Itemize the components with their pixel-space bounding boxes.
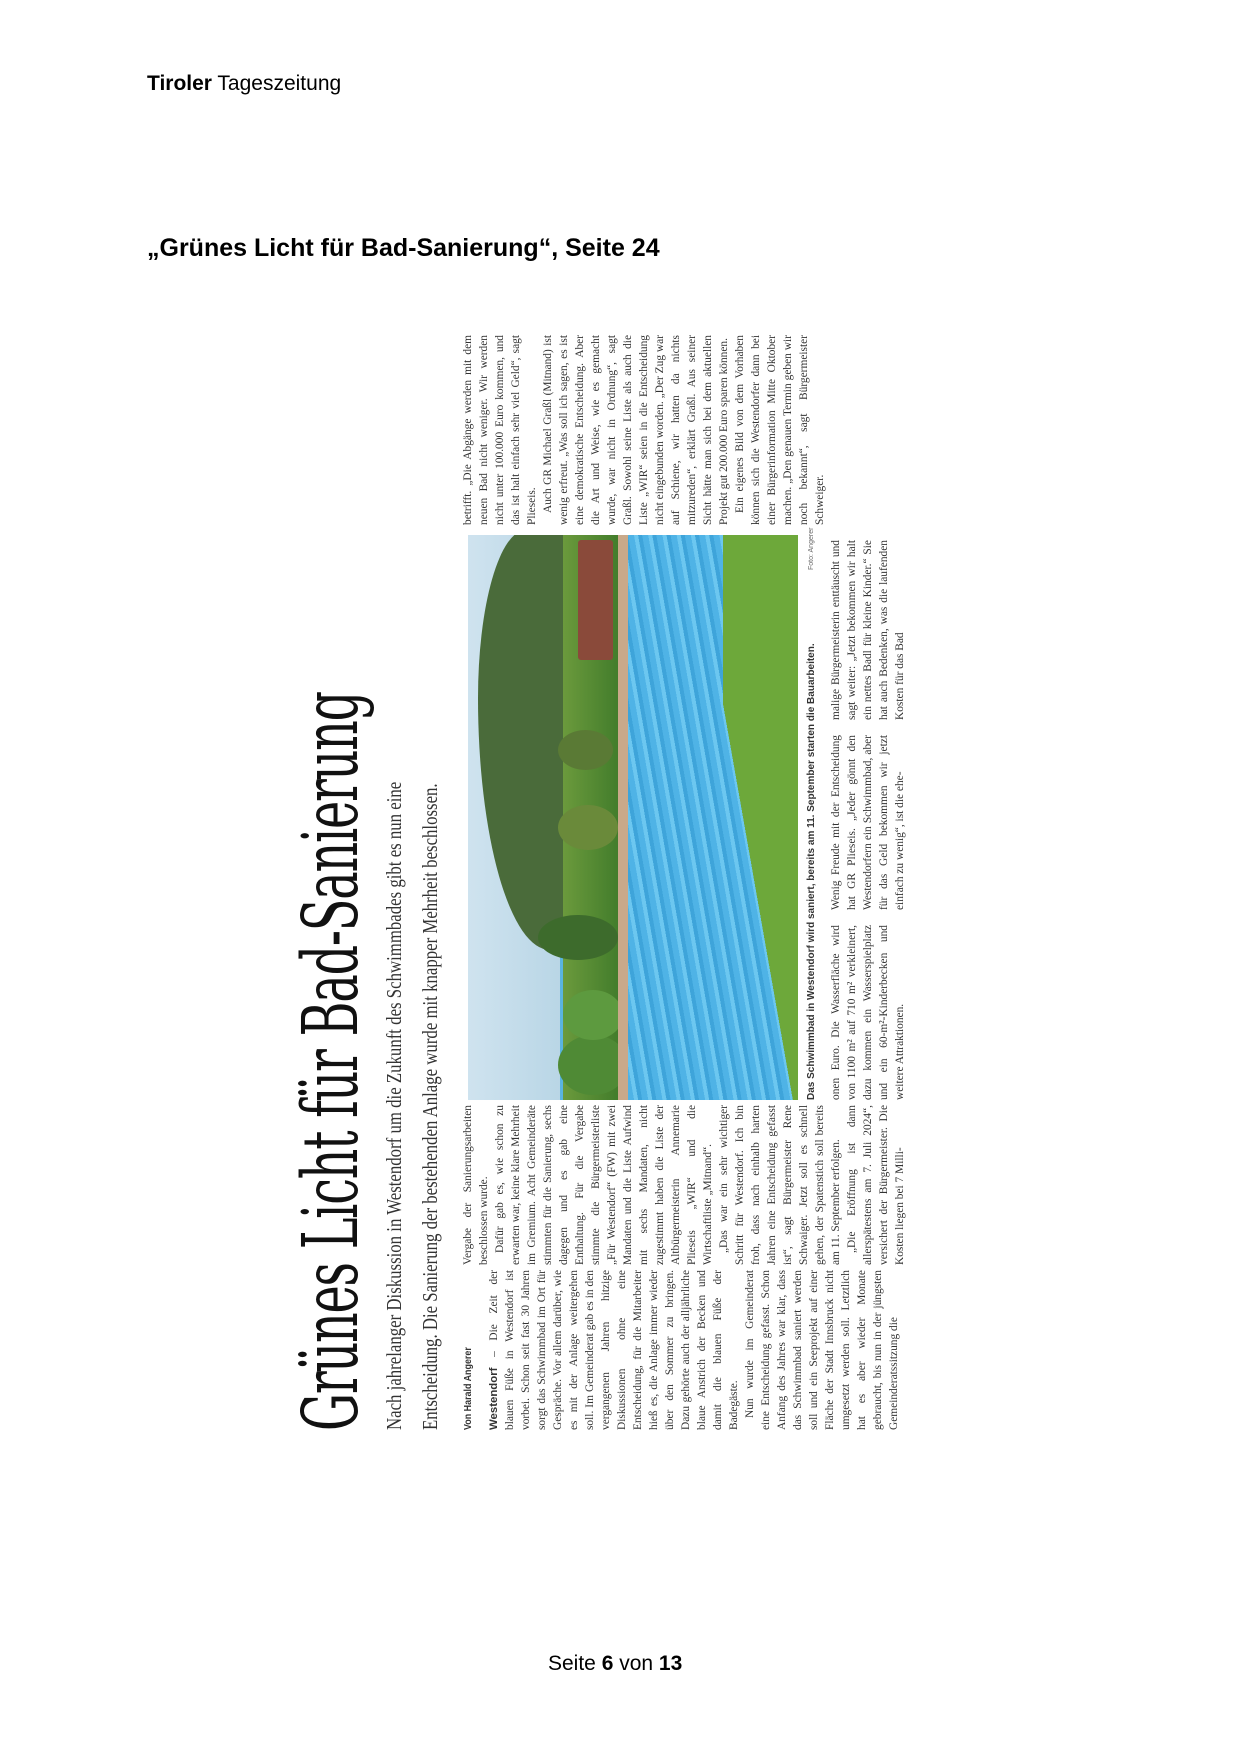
paragraph: Nun wurde im Gemeinderat eine Entscheidung gefasst. Schon Anfang des Jahres war klar, dass das Schwimmbad saniert werden soll und ein Seeprojekt auf einer Fläche der Stadt Innsbruck nicht umgesetzt werden soll. Letztlich hat es aber wieder Monate gebraucht, bis nun in der jüngsten Gemeinderatssitzung die: [744, 1270, 900, 1430]
publication-name-rest: Tageszeitung: [211, 72, 342, 95]
article-column-1: [460, 1270, 902, 1430]
publication-name-bold: Tiroler: [147, 72, 212, 95]
article-column-3: [460, 335, 828, 525]
paragraph: Westendorf – Die Zeit der blauen Füße in Westendorf ist vorbei. Schon seit fast 30 Jahren sorgt das Schwimmbad im Ort für Gespräche. Vor allem darüber, wie es mit der Anlage weitergehen soll. Im Gemeinderat gab es in den vergangenen Jahren hitzige Diskussionen ohne eine Entscheidung, für die Mitarbeiter hieß es, die Anlage immer wieder über den Sommer zu bringen. Dazu gehörte auch der alljährliche blaue Anstrich der Becken und damit die blauen Füße der Badegäste.: [488, 1270, 740, 1430]
paragraph: malige Bürgermeisterin enttäuscht und sagt weiter: „Jetzt bekommen wir halt ein nettes Badl für kleine Kinder.“ Sie hat auch Bedenken, was die laufenden Kosten für das Bad: [830, 540, 906, 720]
total-pages: 13: [658, 1652, 683, 1675]
photo-caption: Das Schwimmbad in Westendorf wird saniert, bereits am 11. September starten die Bauarbeiten.: [806, 643, 817, 1100]
article-column-2: [460, 1105, 908, 1265]
publication-name: [147, 72, 341, 96]
current-page: 6: [601, 1652, 614, 1675]
deck-line: Nach jahrelanger Diskussion in Westendorf um die Zukunft des Schwimmbades gibt es nun eine: [382, 781, 406, 1430]
article-headline: Grünes Licht für Bad-Sanierung: [287, 692, 376, 1431]
paragraph: Ein eigenes Bild von dem Vorhaben können sich die Westendorfer dann bei einer Bürgerinformation Mitte Oktober machen. „Den genauen Termin geben wir noch bekannt“, sagt Bürgermeister Schweiger.: [734, 335, 826, 525]
dateline: Westendorf: [488, 1367, 500, 1430]
paragraph: betrifft. „Die Abgänge werden mit dem neuen Bad nicht weniger. Wir werden nicht unter 100.000 Euro kommen, und das ist halt einfach sehr viel Geld“, sagt Plieseis.: [462, 335, 538, 525]
paragraph: Auch GR Michael Graßl (Mitnand) ist wenig erfreut. „Was soll ich sagen, es ist eine demokratische Entscheidung. Aber die Art und Weise, wie es gemacht wurde, war nicht in Ordnung“, sagt Graßl. Sowohl seine Liste als auch die Liste „WIR“ seien in die Entscheidung nicht eingebunden worden. „Der Zug war auf Schiene, wir hatten da nichts mitzureden“, erklärt Graßl. Aus seiner Sicht hätte man sich bei dem aktuellen Projekt gut 200.000 Euro sparen können.: [542, 335, 730, 525]
paragraph: Wenig Freude mit der Entscheidung hat GR Plieseis. „Jeder gönnt den Westendorfern ein Schwimmbad, aber für das Geld bekommen wir jetzt einfach zu wenig“, ist die ehe-: [830, 735, 906, 910]
lower-column-3: [828, 540, 908, 720]
article-deck: [376, 420, 448, 1430]
paragraph: onen Euro. Die Wasserfläche wird von 1100 m² auf 710 m² verkleinert, dazu kommen ein Wasserspielplatz und ein 60-m²-Kinderbecken und weitere Attraktionen.: [830, 925, 906, 1100]
photo-credit: Foto: Angerer: [808, 527, 815, 570]
paragraph: „Das war ein sehr wichtiger Schritt für Westendorf. Ich bin froh, dass nach einhalb harten Jahren eine Entscheidung gefasst ist“, sagt Bürgermeister Rene Schwaiger. Jetzt soll es schnell gehen, der Spatenstich soll bereits am 11. September erfolgen.: [718, 1105, 842, 1265]
newspaper-clipping: [287, 335, 948, 1535]
paragraph: Vergabe der Sanierungsarbeiten beschlossen wurde.: [462, 1105, 490, 1265]
paragraph: „Die Eröffnung ist dann allerspätestens am 7. Juli 2024“, versichert der Bürgermeister. Die Kosten liegen bei 7 Milli-: [846, 1105, 906, 1265]
document-title: „Grünes Licht für Bad-Sanierung“, Seite 24: [147, 234, 660, 262]
byline: Von Harald Angerer: [462, 1347, 474, 1430]
page-footer: Seite 6 von 13: [548, 1652, 683, 1675]
lower-column-1: [828, 925, 908, 1100]
swimming-pool-photo: [468, 535, 798, 1100]
lower-column-2: [828, 735, 908, 910]
deck-line: Entscheidung. Die Sanierung der bestehenden Anlage wurde mit knapper Mehrheit beschlossen.: [418, 783, 442, 1430]
paragraph: Dafür gab es, wie schon zu erwarten war, keine klare Mehrheit im Gremium. Acht Gemeinderäte stimmten für die Sanierung, sechs dagegen und es gab eine Enthaltung. Für die Vergabe stimmte die Bürgermeisterliste „Für Westendorf“ (FW) mit zwei Mandaten und die Liste Aufwind mit sechs Mandaten, nicht zugestimmt haben die Liste der Altbürgermeisterin Annemarie Plieseis „WIR“ und die Wirtschaftliste „Mitnand“.: [494, 1105, 714, 1265]
